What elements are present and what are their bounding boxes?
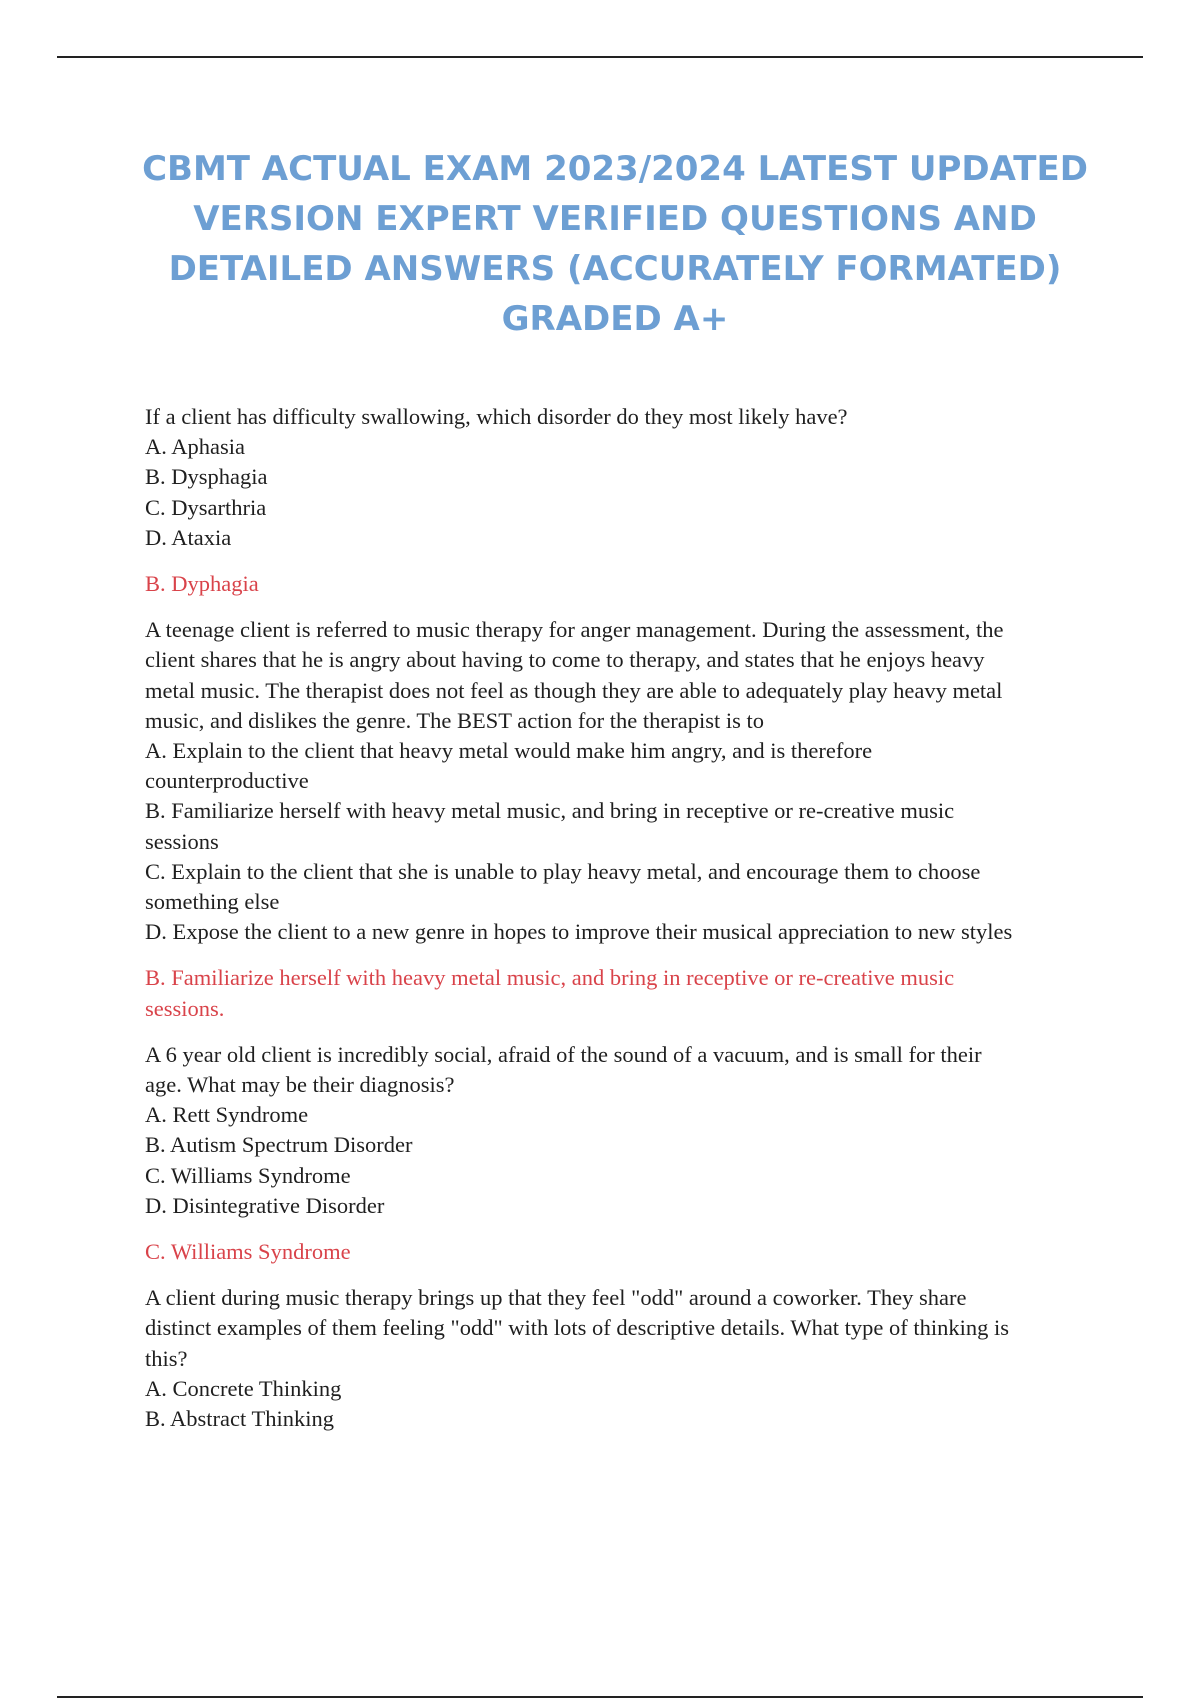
answer-option: C. Williams Syndrome [145,1162,351,1188]
correct-answer-line: sessions. [145,995,225,1021]
question-text: A 6 year old client is incredibly social, afraid of the sound of a vacuum, and is small for their [145,1041,982,1067]
title-line: DETAILED ANSWERS (ACCURATELY FORMATED) [168,249,1062,289]
answer-option: A. Concrete Thinking [145,1375,342,1401]
question-block [145,402,1085,553]
answer-option: counterproductive [145,768,309,794]
document-title [130,144,1100,344]
question-text: If a client has difficulty swallowing, which disorder do they most likely have? [145,404,848,429]
answer-option: B. Dysphagia [145,464,268,490]
title-line: VERSION EXPERT VERIFIED QUESTIONS AND [193,199,1037,239]
question-block [145,1040,1085,1221]
question-block [145,1283,1085,1434]
answer-option: D. Expose the client to a new genre in hopes to improve their musical appreciation to new styles [145,919,1013,945]
correct-answer [145,963,1085,1023]
correct-answer-line: B. Familiarize herself with heavy metal music, and bring in receptive or re-creative music [145,965,955,991]
answer-option: C. Explain to the client that she is unable to play heavy metal, and encourage them to choose [145,858,981,884]
question-text: client shares that he is angry about having to come to therapy, and states that he enjoys heavy [145,647,985,673]
question-text: metal music. The therapist does not feel as though they are able to adequately play heavy metal [145,677,1003,703]
question-text: this? [145,1345,188,1371]
correct-answer-line: B. Dyphagia [145,571,259,597]
answer-option: B. Familiarize herself with heavy metal music, and bring in receptive or re-creative music [145,798,955,824]
answer-option: A. Aphasia [145,434,245,460]
answer-option: something else [145,889,280,915]
questions-content [145,402,1085,1450]
answer-option: D. Ataxia [145,524,232,550]
question-text: age. What may be their diagnosis? [145,1072,455,1098]
answer-option: B. Abstract Thinking [145,1406,334,1432]
answer-option: C. Dysarthria [145,494,267,520]
answer-option: B. Autism Spectrum Disorder [145,1132,413,1158]
header-rule [57,56,1143,58]
answer-option: A. Rett Syndrome [145,1102,309,1128]
question-text: A teenage client is referred to music therapy for anger management. During the assessment, the [145,617,1004,643]
question-text: music, and dislikes the genre. The BEST action for the therapist is to [145,707,765,733]
correct-answer-line: C. Williams Syndrome [145,1239,351,1265]
title-line: GRADED A+ [501,299,729,339]
footer-rule [57,1696,1143,1698]
answer-option: D. Disintegrative Disorder [145,1192,385,1218]
answer-option: A. Explain to the client that heavy metal would make him angry, and is therefore [145,738,873,764]
answer-option: sessions [145,828,219,854]
question-text: distinct examples of them feeling "odd" with lots of descriptive details. What type of thinking is [145,1315,1010,1341]
title-line: CBMT ACTUAL EXAM 2023/2024 LATEST UPDATED [142,149,1088,189]
correct-answer [145,1237,1085,1267]
question-text: A client during music therapy brings up that they feel "odd" around a coworker. They share [145,1285,967,1311]
question-block [145,615,1085,947]
correct-answer [145,569,1085,599]
